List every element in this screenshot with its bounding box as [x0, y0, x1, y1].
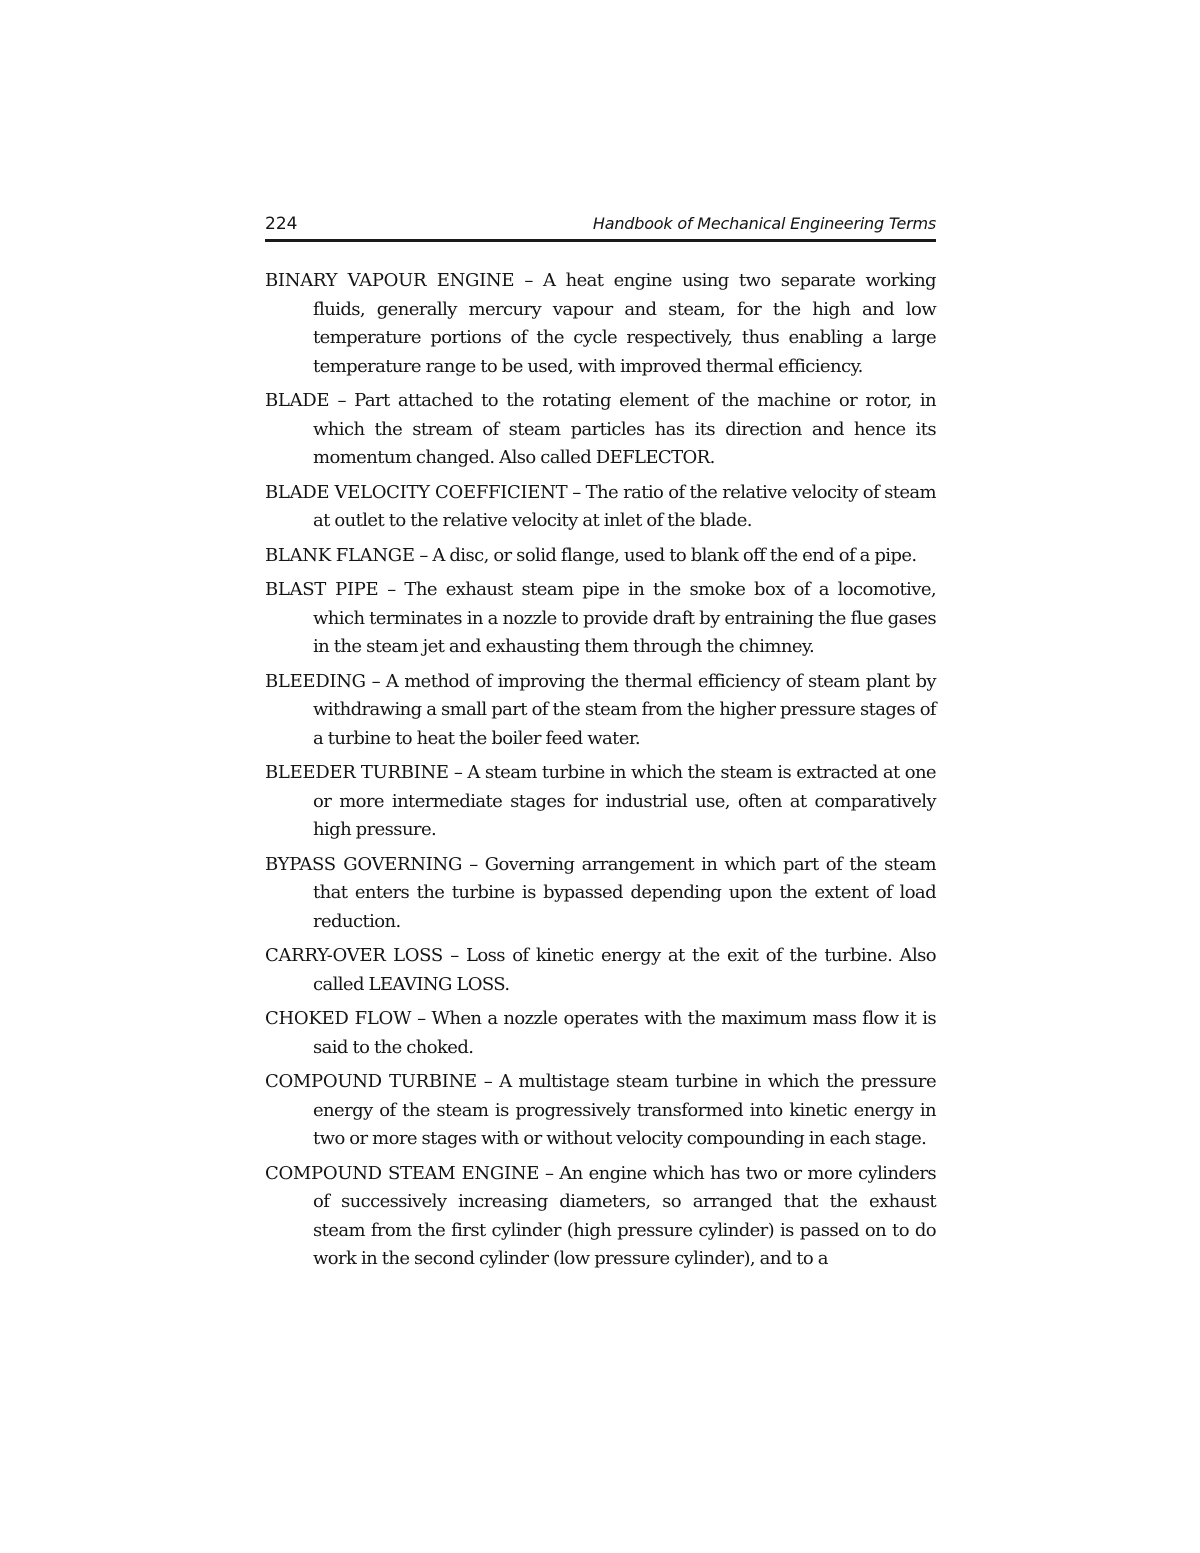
glossary-entry: [265, 851, 936, 937]
page-number: 224: [265, 214, 298, 234]
entry-term: CARRY-OVER LOSS: [265, 945, 443, 966]
glossary-entry: [265, 1160, 936, 1274]
glossary-entry: [265, 387, 936, 473]
entry-term: BLEEDER TURBINE: [265, 762, 449, 783]
entry-definition: – Governing arrangement in which part of the steam that enters the turbine is bypassed depending upon the extent of load reduction.: [313, 853, 936, 932]
glossary-entry: [265, 542, 936, 571]
entry-definition: – A steam turbine in which the steam is extracted at one or more intermediate stages for industrial use, often at comparatively high pressure.: [313, 762, 936, 840]
entry-definition: – The exhaust steam pipe in the smoke box of a locomotive, which terminates in a nozzle to provide draft by entraining the flue gases in the steam jet and exhausting them through the chimney.: [313, 579, 936, 657]
running-title: Handbook of Mechanical Engineering Terms: [592, 214, 936, 233]
entry-term: BINARY VAPOUR ENGINE: [265, 270, 515, 291]
glossary-entry: [265, 267, 936, 381]
glossary-entry: [265, 759, 936, 845]
glossary-entry: [265, 942, 936, 999]
entry-term: BLAST PIPE: [265, 579, 379, 600]
glossary-entry: [265, 1005, 936, 1062]
entry-term: BLADE VELOCITY COEFFICIENT: [265, 481, 568, 503]
entry-term: COMPOUND TURBINE: [265, 1071, 477, 1092]
entry-term: COMPOUND STEAM ENGINE: [265, 1162, 540, 1184]
entry-term: BYPASS GOVERNING: [265, 853, 463, 875]
entry-definition: – The ratio of the relative velocity of steam at outlet to the relative velocity at inlet of the blade.: [313, 481, 936, 531]
entry-definition: – A multistage steam turbine in which the pressure energy of the steam is progressively transformed into kinetic energy in two or more stages with or without velocity compounding in each stage.: [313, 1071, 936, 1149]
entry-definition: – When a nozzle operates with the maximum mass flow it is said to the choked.: [313, 1008, 936, 1058]
glossary-entry: [265, 576, 936, 662]
entry-definition: – A method of improving the thermal efficiency of steam plant by withdrawing a small part of the steam from the higher pressure stages of a turbine to heat the boiler feed water.: [313, 670, 936, 749]
entry-definition: – Part attached to the rotating element of the machine or rotor, in which the stream of steam particles has its direction and hence its momentum changed. Also called DEFLECTOR.: [313, 390, 936, 468]
entry-term: CHOKED FLOW: [265, 1008, 412, 1029]
entry-definition: – A heat engine using two separate working fluids, generally mercury vapour and steam, for the high and low temperature portions of the cycle respectively, thus enabling a large temperature range to be used, with improved thermal efficiency.: [313, 270, 936, 377]
entry-term: BLADE: [265, 390, 330, 411]
entry-definition: – An engine which has two or more cylinders of successively increasing diameters, so arranged that the exhaust steam from the first cylinder (high pressure cylinder) is passed on to do work in the second cylinder (low pressure cylinder), and to a: [313, 1162, 936, 1269]
entry-term: BLANK FLANGE: [265, 544, 415, 566]
entry-definition: – Loss of kinetic energy at the exit of the turbine. Also called LEAVING LOSS.: [313, 945, 936, 995]
page-header: [265, 208, 936, 242]
glossary-entries: [265, 267, 936, 1280]
entry-definition: – A disc, or solid flange, used to blank off the end of a pipe.: [414, 544, 917, 566]
glossary-entry: [265, 668, 936, 754]
glossary-entry: [265, 1068, 936, 1154]
glossary-entry: [265, 479, 936, 536]
entry-term: BLEEDING: [265, 670, 366, 692]
